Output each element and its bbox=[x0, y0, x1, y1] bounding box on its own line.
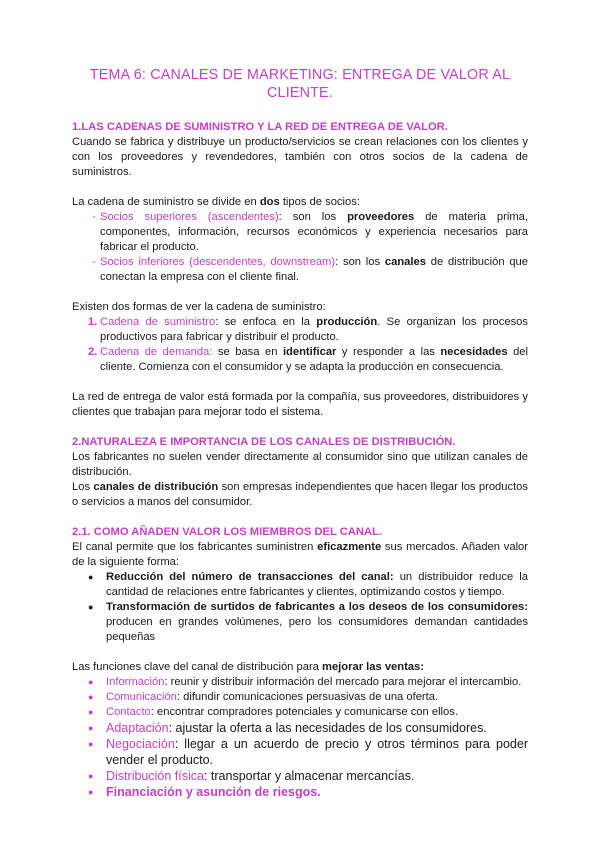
function-item: ● Comunicación: difundir comunicaciones persuasivas de una oferta. bbox=[72, 690, 528, 705]
forms-intro: Existen dos formas de ver la cadena de suministro: bbox=[72, 301, 326, 313]
section-2-1-heading: 2.1. COMO AÑADEN VALOR LOS MIEMBROS DEL CANAL. bbox=[72, 526, 382, 538]
page-title: TEMA 6: CANALES DE MARKETING: ENTREGA DE VALOR AL CLIENTE. bbox=[89, 67, 511, 101]
bullet-icon: ● bbox=[88, 739, 94, 749]
section-1-intro: Cuando se fabrica y distribuye un producto/servicios se crean relaciones con los clientes y con los proveedores y revendedores, también con otros socios de la cadena de suministros. bbox=[72, 136, 528, 178]
function-item: ● Negociación: llegar a un acuerdo de precio y otros términos para poder vender el producto. bbox=[72, 736, 528, 768]
list-item-superiores: - Socios superiores (ascendentes): son los proveedores de materia prima, componentes, información, recursos económicos y experiencia necesarios para fabricar el producto. bbox=[72, 210, 528, 255]
bullet-icon: ● bbox=[88, 572, 94, 582]
section-2-para-1: Los fabricantes no suelen vender directamente al consumidor sino que utilizan canales de distribución. bbox=[72, 451, 528, 478]
value-network-paragraph: La red de entrega de valor está formada por la compañía, sus proveedores, distribuidores y clientes que trabajan para mejorar todo el sistema. bbox=[72, 391, 528, 418]
bullet-icon: ● bbox=[88, 677, 94, 687]
list-item-cadena-suministro: 1. Cadena de suministro: se enfoca en la producción. Se organizan los procesos productivos para fabricar y distribuir el producto. bbox=[88, 316, 528, 343]
bullet-icon: ● bbox=[88, 692, 94, 702]
section-1-heading: 1.LAS CADENAS DE SUMINISTRO Y LA RED DE ENTREGA DE VALOR. bbox=[72, 121, 448, 133]
partner-types-intro: La cadena de suministro se divide en dos tipos de socios: bbox=[72, 196, 360, 208]
function-item: ● Adaptación: ajustar la oferta a las necesidades de los consumidores. bbox=[72, 720, 528, 736]
functions-intro: Las funciones clave del canal de distribución para mejorar las ventas: bbox=[72, 661, 424, 673]
list-item-reduccion: ● Reducción del número de transacciones del canal: un distribuidor reduce la cantidad de relaciones entre fabricantes y clientes, optimizando costos y tiempo. bbox=[72, 570, 528, 600]
section-2-heading: 2.NATURALEZA E IMPORTANCIA DE LOS CANALES DE DISTRIBUCIÓN. bbox=[72, 436, 456, 448]
list-item-inferiores: - Socios inferiores (descendentes, downstream): son los canales de distribución que conectan la empresa con el cliente final. bbox=[72, 255, 528, 285]
bullet-icon: ● bbox=[88, 771, 94, 781]
function-item: ● Contacto: encontrar compradores potenciales y comunicarse con ellos. bbox=[72, 705, 528, 720]
dash-marker: - bbox=[92, 256, 96, 268]
function-item: ● Distribución física: transportar y almacenar mercancías. bbox=[72, 768, 528, 784]
section-2-1-intro: El canal permite que los fabricantes suministren eficazmente sus mercados. Añaden valor de la siguiente forma: bbox=[72, 541, 528, 568]
bullet-icon: ● bbox=[88, 602, 94, 612]
bullet-icon: ● bbox=[88, 787, 94, 797]
function-item: ● Información: reunir y distribuir información del mercado para mejorar el intercambio. bbox=[72, 675, 528, 690]
section-2-para-2: Los canales de distribución son empresas independientes que hacen llegar los productos o servicios a manos del consumidor. bbox=[72, 481, 528, 508]
list-item-cadena-demanda: 2. Cadena de demanda: se basa en identificar y responder a las necesidades del cliente. Comienza con el consumidor y se adapta la producción en consecuencia. bbox=[88, 346, 529, 373]
document-page bbox=[72, 66, 528, 800]
bullet-icon: ● bbox=[88, 723, 94, 733]
function-item: ● Financiación y asunción de riesgos. bbox=[72, 784, 528, 800]
dash-marker: - bbox=[92, 211, 96, 223]
list-item-transformacion: ● Transformación de surtidos de fabricantes a los deseos de los consumidores: producen en grandes volúmenes, pero los consumidores demandan cantidades pequeñas bbox=[72, 600, 528, 645]
bullet-icon: ● bbox=[88, 707, 94, 717]
